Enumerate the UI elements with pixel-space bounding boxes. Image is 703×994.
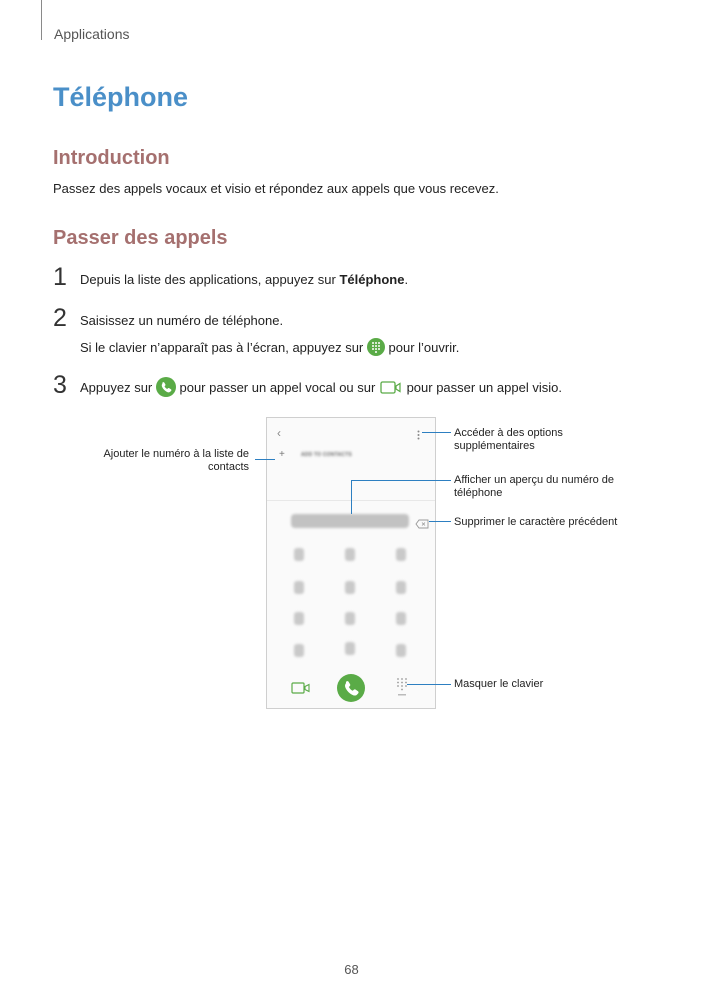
callout-preview-line2: téléphone <box>454 487 503 499</box>
key-4[interactable] <box>294 581 304 594</box>
step-1-text-after: . <box>404 272 409 287</box>
key-2[interactable] <box>345 548 355 561</box>
key-9[interactable] <box>396 612 406 625</box>
screen-call-button[interactable] <box>337 674 365 707</box>
callout-add-contact <box>60 448 249 474</box>
step-1-text-before: Depuis la liste des applications, appuyez sur <box>80 272 340 287</box>
page-title: Téléphone <box>53 82 189 112</box>
number-preview <box>291 514 409 528</box>
callout-line-add-contact <box>255 459 275 460</box>
key-0[interactable] <box>345 642 355 655</box>
hide-keypad-icon[interactable] <box>395 676 409 703</box>
callout-preview-line1: Afficher un aperçu du numéro de <box>454 474 615 486</box>
callout-add-contact-line2: contacts <box>208 461 249 473</box>
intro-text: Passez des appels vocaux et visio et répondez aux appels que vous recevez. <box>53 181 499 196</box>
video-call-icon <box>379 378 403 399</box>
section-header: Applications <box>54 26 130 42</box>
more-options-icon[interactable] <box>417 427 419 437</box>
step-2-line2 <box>80 338 459 359</box>
calls-heading: Passer des appels <box>53 227 228 249</box>
key-6[interactable] <box>396 581 406 594</box>
add-to-contacts-label[interactable]: ADD TO CONTACTS <box>301 452 352 458</box>
step-3-part2: pour passer un appel vocal ou sur <box>175 379 379 395</box>
step-1-number: 1 <box>53 263 67 291</box>
step-2-line1: Saisissez un numéro de téléphone. <box>80 313 284 328</box>
back-arrow-icon[interactable]: ‹ <box>277 426 281 440</box>
step-3-number: 3 <box>53 371 67 399</box>
page-number: 68 <box>344 962 359 977</box>
screen-video-call-icon[interactable] <box>291 681 311 700</box>
callout-line-hide-keypad <box>407 684 451 685</box>
call-icon <box>156 377 176 400</box>
key-7[interactable] <box>294 612 304 625</box>
step-3-part1: Appuyez sur <box>80 379 156 395</box>
step-2-line2-before: Si le clavier n’apparaît pas à l’écran, appuyez sur <box>80 339 367 355</box>
backspace-icon[interactable] <box>415 516 429 534</box>
callout-line-delete <box>429 521 451 522</box>
callout-line-more-options <box>422 432 451 433</box>
callout-line-preview-v <box>351 480 352 514</box>
step-3-text <box>80 377 562 400</box>
step-1-text <box>80 272 408 287</box>
callout-more-options <box>454 427 563 453</box>
callout-hide-keypad: Masquer le clavier <box>454 678 544 690</box>
callout-preview <box>454 474 614 500</box>
key-star[interactable] <box>294 644 304 657</box>
key-hash[interactable] <box>396 644 406 657</box>
step-3-part3: pour passer un appel visio. <box>402 379 562 395</box>
step-2-number: 2 <box>53 304 67 332</box>
key-8[interactable] <box>345 612 355 625</box>
key-3[interactable] <box>396 548 406 561</box>
callout-line-preview-h <box>351 480 451 481</box>
callout-add-contact-line1: Ajouter le numéro à la liste de <box>103 448 249 460</box>
intro-heading: Introduction <box>53 147 170 169</box>
add-contact-plus-icon[interactable]: + <box>279 449 285 460</box>
header-rule <box>41 0 42 40</box>
step-1-bold: Téléphone <box>339 272 405 287</box>
callout-more-options-line1: Accéder à des options <box>454 427 563 439</box>
keypad-icon <box>367 338 385 359</box>
step-2-line2-after: pour l’ouvrir. <box>384 339 460 355</box>
callout-more-options-line2: supplémentaires <box>454 440 535 452</box>
callout-delete: Supprimer le caractère précédent <box>454 516 618 528</box>
key-1[interactable] <box>294 548 304 561</box>
key-5[interactable] <box>345 581 355 594</box>
phone-screen <box>266 417 436 709</box>
